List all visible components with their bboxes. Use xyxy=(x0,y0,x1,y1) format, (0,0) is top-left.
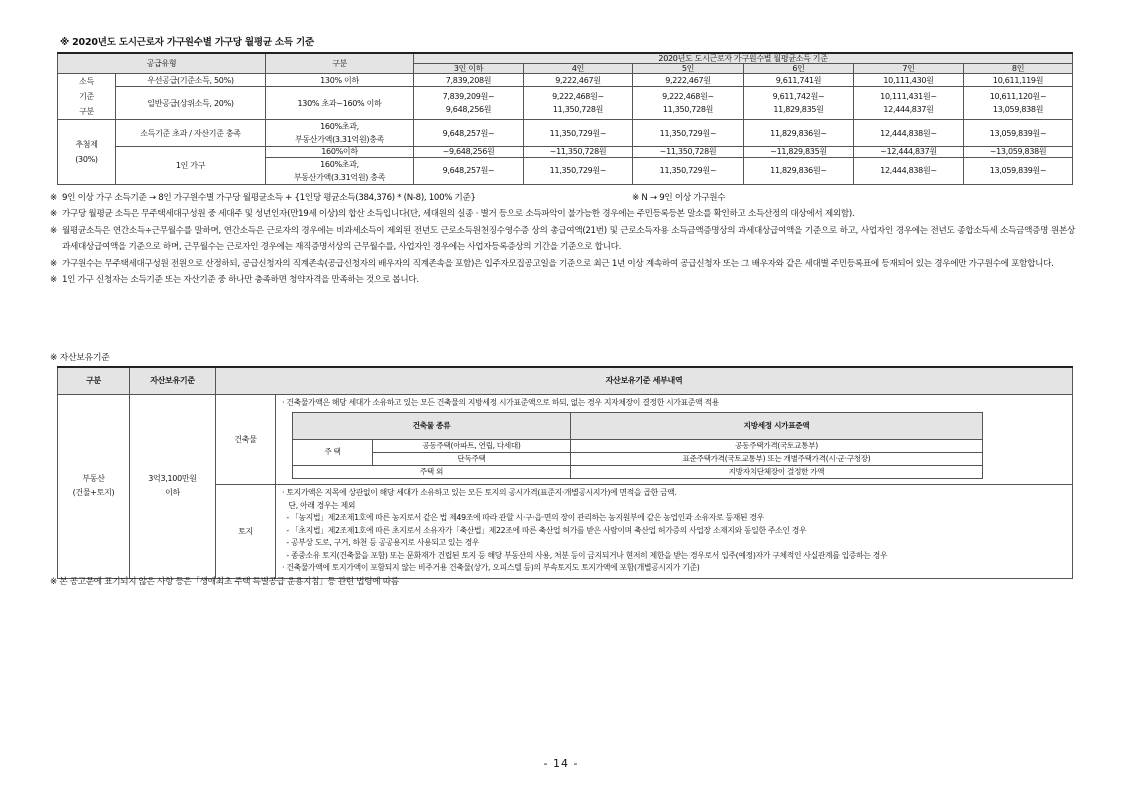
income-cell: ~9,648,256원 xyxy=(414,147,524,157)
note-text: 1인 가구 신청자는 소득기준 또는 자산기준 중 하나만 충족하면 청약자격을 만족하는 것으로 봅니다. xyxy=(62,275,419,286)
income-cell: ~12,444,837원 xyxy=(854,147,964,157)
footnote: ※ 본 공고문에 표기되지 않은 사항 등은「생애최초 주택 특별공급 운용지침」등 관련 법령에 따름 xyxy=(50,577,399,587)
note-marker: ※ xyxy=(50,275,57,286)
section-title-income: ※ 2020년도 도시근로자 가구원수별 가구당 월평균 소득 기준 xyxy=(60,37,314,48)
note-item xyxy=(50,272,1075,288)
criteria-cell: 160%초과, 부동산가액(3.31억원)충족 xyxy=(266,120,414,147)
income-cell: 12,444,838원~ xyxy=(854,120,964,147)
income-cell: 7,839,208원 xyxy=(414,74,524,87)
table-row xyxy=(293,440,983,453)
criteria-cell: 160%초과, 부동산가액(3.31억원) 충족 xyxy=(266,157,414,184)
income-cell: 11,350,729원~ xyxy=(524,120,633,147)
income-cell: 9,648,257원~ xyxy=(414,120,524,147)
table-row xyxy=(58,394,1073,485)
income-notes xyxy=(50,190,1075,288)
table-row xyxy=(58,120,1073,147)
table-row xyxy=(58,147,1073,157)
land-line: · 건축물가액에 토지가액이 포함되지 않는 비주거용 건축물(상가, 오피스텔 등)의 부속토지도 토지가액에 포함(개별공시지가 기준) xyxy=(282,563,700,572)
land-line: - 「초지법」제2조제1호에 따른 초지로서 소유자가「축산법」제22조에 따른 축산업 허가를 받은 사람이며 축산업 허가증의 사업장 소재지와 동일한 주소인 경우 xyxy=(282,525,807,535)
building-value-table xyxy=(292,412,983,479)
header-income-group: 2020년도 도시근로자 가구원수별 월평균소득 기준 xyxy=(414,53,1073,64)
land-detail-cell xyxy=(276,485,1073,579)
header-household-size: 3인 이하 xyxy=(414,64,524,74)
land-line: - 공부상 도로, 구거, 하천 등 공공용지로 사용되고 있는 경우 xyxy=(282,538,480,547)
land-line: - 「농지법」제2조제1호에 따른 농지로서 같은 법 제49조에 따라 관할 시·구·읍·면의 장이 관리하는 농지원부에 같은 농업인과 소유자로 등재된 경우 xyxy=(282,513,764,522)
building-label: 건축물 xyxy=(216,394,276,485)
supply-type-cell: 우선공급(기준소득, 50%) xyxy=(116,74,266,87)
income-cell: 9,611,742원~ 11,829,835원 xyxy=(744,86,854,119)
income-cell: 9,648,257원~ xyxy=(414,157,524,184)
building-kind-cell: 공동주택(아파트, 연립, 다세대) xyxy=(373,440,571,453)
income-cell: 11,829,836원~ xyxy=(744,120,854,147)
note-marker: ※ xyxy=(50,209,57,220)
income-cell: 7,839,209원~ 9,648,256원 xyxy=(414,86,524,119)
income-cell: ~11,829,835원 xyxy=(744,147,854,157)
group-label-lottery: 추첨제 (30%) xyxy=(58,120,116,184)
note-text: ※ N → 9인 이상 가구원수 xyxy=(632,193,726,203)
land-line: · 토지가액은 지목에 상관없이 해당 세대가 소유하고 있는 모든 토지의 공시가격(표준지·개별공시지가)에 면적을 곱한 금액. xyxy=(282,488,677,497)
criteria-cell: 130% 이하 xyxy=(266,74,414,87)
section-title-assets: ※ 자산보유기준 xyxy=(50,353,110,363)
land-line: 단, 아래 경우는 제외 xyxy=(282,500,356,510)
header-household-size: 4인 xyxy=(524,64,633,74)
note-text: 가구당 월평균 소득은 무주택세대구성원 중 세대주 및 성년인자(만19세 이상)의 합산 소득입니다(단, 세대원의 실종 · 별거 등으로 소득파악이 불가능한 경우에는 주민등록등본 말소를 확인하고 소득산정의 대상에서 제외함). xyxy=(62,209,855,220)
income-cell: 11,350,729원~ xyxy=(524,157,633,184)
header-household-size: 6인 xyxy=(744,64,854,74)
income-cell: 12,444,838원~ xyxy=(854,157,964,184)
header-standard-value: 지방세정 시가표준액 xyxy=(571,413,983,440)
table-row xyxy=(58,86,1073,119)
supply-type-cell: 소득기준 초과 / 자산기준 충족 xyxy=(116,120,266,147)
income-cell: 13,059,839원~ xyxy=(964,120,1073,147)
supply-type-cell: 1인 가구 xyxy=(116,147,266,184)
income-cell: 9,222,468원~ 11,350,728원 xyxy=(633,86,744,119)
header-asset-criteria: 자산보유기준 xyxy=(130,367,216,394)
asset-limit-cell: 3억3,100만원 이하 xyxy=(130,394,216,578)
income-cell: 9,222,468원~ 11,350,728원 xyxy=(524,86,633,119)
header-building-type: 건축물 종류 xyxy=(293,413,571,440)
note-marker: ※ xyxy=(50,258,57,269)
house-label: 주 택 xyxy=(293,440,373,466)
standard-value-cell: 표준주택가격(국토교통부) 또는 개별주택가격(시·군·구청장) xyxy=(571,453,983,466)
table-row xyxy=(293,466,983,479)
note-text: 월평균소득은 연간소득÷근무월수를 말하며, 연간소득은 근로자의 경우에는 비과세소득이 제외된 전년도 근로소득원천징수영수증 상의 총급여액(21번) 및 근로소득자용 소득금액증명상의 과세대상급여액을 기준으로 하고, 사업자인 경우에는 전년도 종합소득세 소득금액증명 원본상 과세대상급여액을 기준으로 하며, 근무월수는 근로자인 경우에는 재직증명서상의 근무월수를, 사업자인 경우에는 사업자등록증상의 기간을 기준으로 합니다. xyxy=(62,225,1075,253)
header-household-size: 5인 xyxy=(633,64,744,74)
income-cell: 11,350,729원~ xyxy=(633,157,744,184)
asset-criteria-table xyxy=(57,366,1073,579)
income-cell: 10,611,119원 xyxy=(964,74,1073,87)
note-item xyxy=(50,190,1075,206)
note-marker: ※ xyxy=(50,225,57,236)
income-cell: 11,350,729원~ xyxy=(633,120,744,147)
building-note: · 건축물가액은 해당 세대가 소유하고 있는 모든 건축물의 지방세정 시가표준액으로 하되, 없는 경우 지자체장이 결정한 시가표준액 적용 xyxy=(282,397,719,407)
criteria-cell: 160%이하 xyxy=(266,147,414,157)
income-criteria-table xyxy=(57,52,1073,185)
income-cell: ~11,350,728원 xyxy=(524,147,633,157)
note-item xyxy=(50,256,1075,272)
income-cell: 10,111,431원~ 12,444,837원 xyxy=(854,86,964,119)
table-row xyxy=(58,74,1073,87)
income-cell: 9,611,741원 xyxy=(744,74,854,87)
header-category: 구분 xyxy=(266,53,414,74)
income-cell: 10,111,430원 xyxy=(854,74,964,87)
note-text: 가구원수는 무주택세대구성원 전원으로 산정하되, 공급신청자의 직계존속(공급신청자의 배우자의 직계존속을 포함)은 입주자모집공고일을 기준으로 최근 1년 이상 계속하여 공급신청자 또는 그 배우자와 같은 세대별 주민등록표에 등재되어 있는 경우에만 가구원수에 포함합니다. xyxy=(62,258,1054,269)
note-marker: ※ xyxy=(50,193,57,203)
note-item xyxy=(50,206,1075,222)
building-kind-cell: 주택 외 xyxy=(293,466,571,479)
criteria-cell: 130% 초과~160% 이하 xyxy=(266,86,414,119)
standard-value-cell: 공동주택가격(국토교통부) xyxy=(571,440,983,453)
land-line: - 종중소유 토지(건축물을 포함) 또는 문화재가 건립된 토지 등 해당 부동산의 사용, 처분 등이 금지되거나 현저히 제한을 받는 경우로서 입주(예정)자가 구체적인 사실관계를 입증하는 경우 xyxy=(282,550,888,560)
note-item xyxy=(50,223,1075,256)
income-cell: 11,829,836원~ xyxy=(744,157,854,184)
building-kind-cell: 단독주택 xyxy=(373,453,571,466)
asset-category-cell: 부동산 (건물+토지) xyxy=(58,394,130,578)
header-asset-detail: 자산보유기준 세부내역 xyxy=(216,367,1073,394)
supply-type-cell: 일반공급(상위소득, 20%) xyxy=(116,86,266,119)
table-row xyxy=(293,453,983,466)
income-cell: 13,059,839원~ xyxy=(964,157,1073,184)
note-text: 9인 이상 가구 소득기준 → 8인 가구원수별 가구당 월평균소득 + {1인당 평균소득(384,376) * (N-8), 100% 기준} xyxy=(62,193,476,203)
header-category: 구분 xyxy=(58,367,130,394)
income-cell: 9,222,467원 xyxy=(633,74,744,87)
header-household-size: 8인 xyxy=(964,64,1073,74)
page-number: - 14 - xyxy=(543,757,579,770)
income-cell: 10,611,120원~ 13,059,838원 xyxy=(964,86,1073,119)
income-cell: ~13,059,838원 xyxy=(964,147,1073,157)
standard-value-cell: 지방자치단체장이 결정한 가액 xyxy=(571,466,983,479)
group-label-income: 소득 기준 구분 xyxy=(58,74,116,120)
land-label: 토지 xyxy=(216,485,276,579)
income-cell: ~11,350,728원 xyxy=(633,147,744,157)
income-cell: 9,222,467원 xyxy=(524,74,633,87)
header-household-size: 7인 xyxy=(854,64,964,74)
building-detail-cell xyxy=(276,394,1073,485)
header-supply-type: 공급유형 xyxy=(58,53,266,74)
